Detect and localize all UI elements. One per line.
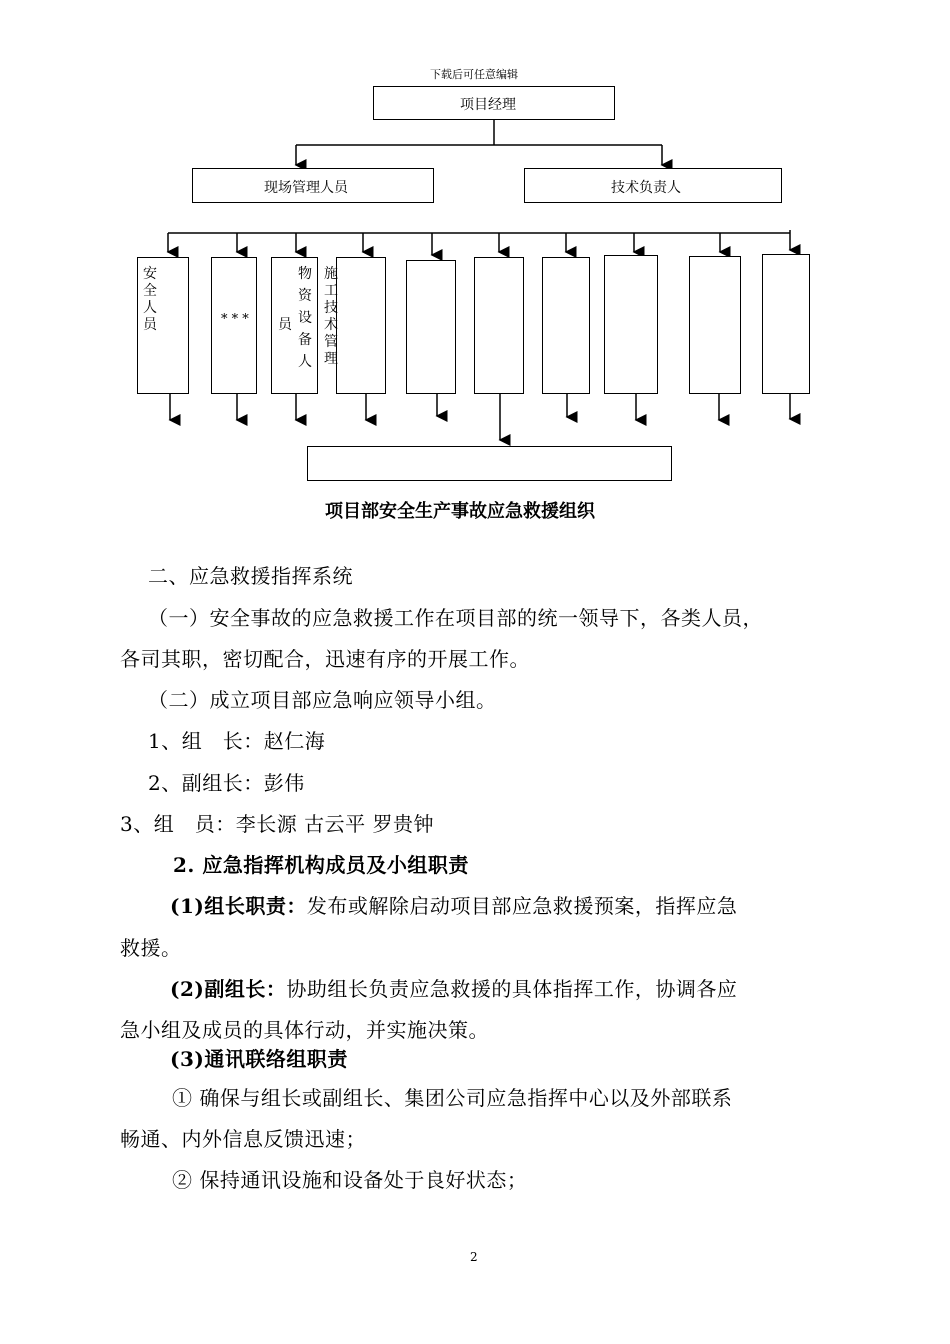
org-box-col-5 bbox=[406, 260, 456, 394]
org-box-bottom bbox=[307, 446, 672, 481]
page-number: 2 bbox=[470, 1250, 478, 1264]
duty-deputy-line-1 bbox=[170, 973, 737, 1002]
org-box-col-9 bbox=[689, 256, 741, 394]
org-label-placeholder: * * * bbox=[221, 312, 249, 327]
duty-leader-line-1 bbox=[170, 890, 737, 919]
duty-comms-item-1-line-2: 畅通、内外信息反馈迅速； bbox=[120, 1127, 366, 1151]
org-box-col-6 bbox=[474, 257, 524, 394]
section-heading-command-system: 二、应急救援指挥系统 bbox=[148, 564, 353, 588]
org-box-col-8 bbox=[604, 255, 658, 394]
duty-comms-item-1-line-1: ① 确保与组长或副组长、集团公司应急指挥中心以及外部联系 bbox=[172, 1086, 733, 1110]
duty-leader-text: 发布或解除启动项目部应急救援预案，指挥应急 bbox=[306, 894, 738, 918]
org-chart-connectors bbox=[0, 0, 950, 500]
org-label-safety-staff: 安全人员 bbox=[143, 266, 157, 333]
duty-leader-label: (1)组长职责： bbox=[170, 894, 307, 918]
org-box-col-10 bbox=[762, 254, 810, 394]
duty-deputy-label: (2)副组长： bbox=[170, 977, 287, 1001]
duty-comms-item-2: ② 保持通讯设施和设备处于良好状态； bbox=[172, 1168, 528, 1192]
member-deputy: 2、副组长：彭伟 bbox=[148, 771, 305, 795]
member-team: 3、组 员：李长源 古云平 罗贵钟 bbox=[120, 812, 434, 836]
duty-deputy-line-2: 急小组及成员的具体行动，并实施决策。 bbox=[120, 1018, 489, 1042]
duty-deputy-text: 协助组长负责应急救援的具体指挥工作，协调各应 bbox=[286, 977, 738, 1001]
paragraph-1-line-1: （一）安全事故的应急救援工作在项目部的统一领导下，各类人员， bbox=[148, 606, 763, 630]
header-note: 下载后可任意编辑 bbox=[430, 68, 518, 81]
org-label-project-manager: 项目经理 bbox=[460, 97, 516, 113]
org-label-materials-staff: 物资设备人 bbox=[298, 266, 312, 370]
org-label-construction-tech: 施工技术管理 bbox=[324, 266, 338, 367]
section-heading-duties: 2. 应急指挥机构成员及小组职责 bbox=[173, 853, 469, 877]
paragraph-1-line-2: 各司其职，密切配合，迅速有序的开展工作。 bbox=[120, 647, 530, 671]
org-label-site-management: 现场管理人员 bbox=[264, 180, 348, 196]
org-label-materials-staff-suffix: 员 bbox=[278, 317, 292, 333]
org-box-col-4 bbox=[336, 257, 386, 394]
member-leader: 1、组 长：赵仁海 bbox=[148, 729, 326, 753]
duty-leader-line-2: 救援。 bbox=[120, 936, 182, 960]
duty-comms-heading: (3)通讯联络组职责 bbox=[170, 1047, 348, 1071]
paragraph-2: （二）成立项目部应急响应领导小组。 bbox=[148, 688, 497, 712]
org-label-technical-lead: 技术负责人 bbox=[611, 180, 681, 196]
org-chart-caption: 项目部安全生产事故应急救援组织 bbox=[325, 501, 595, 522]
org-box-col-7 bbox=[542, 257, 590, 394]
